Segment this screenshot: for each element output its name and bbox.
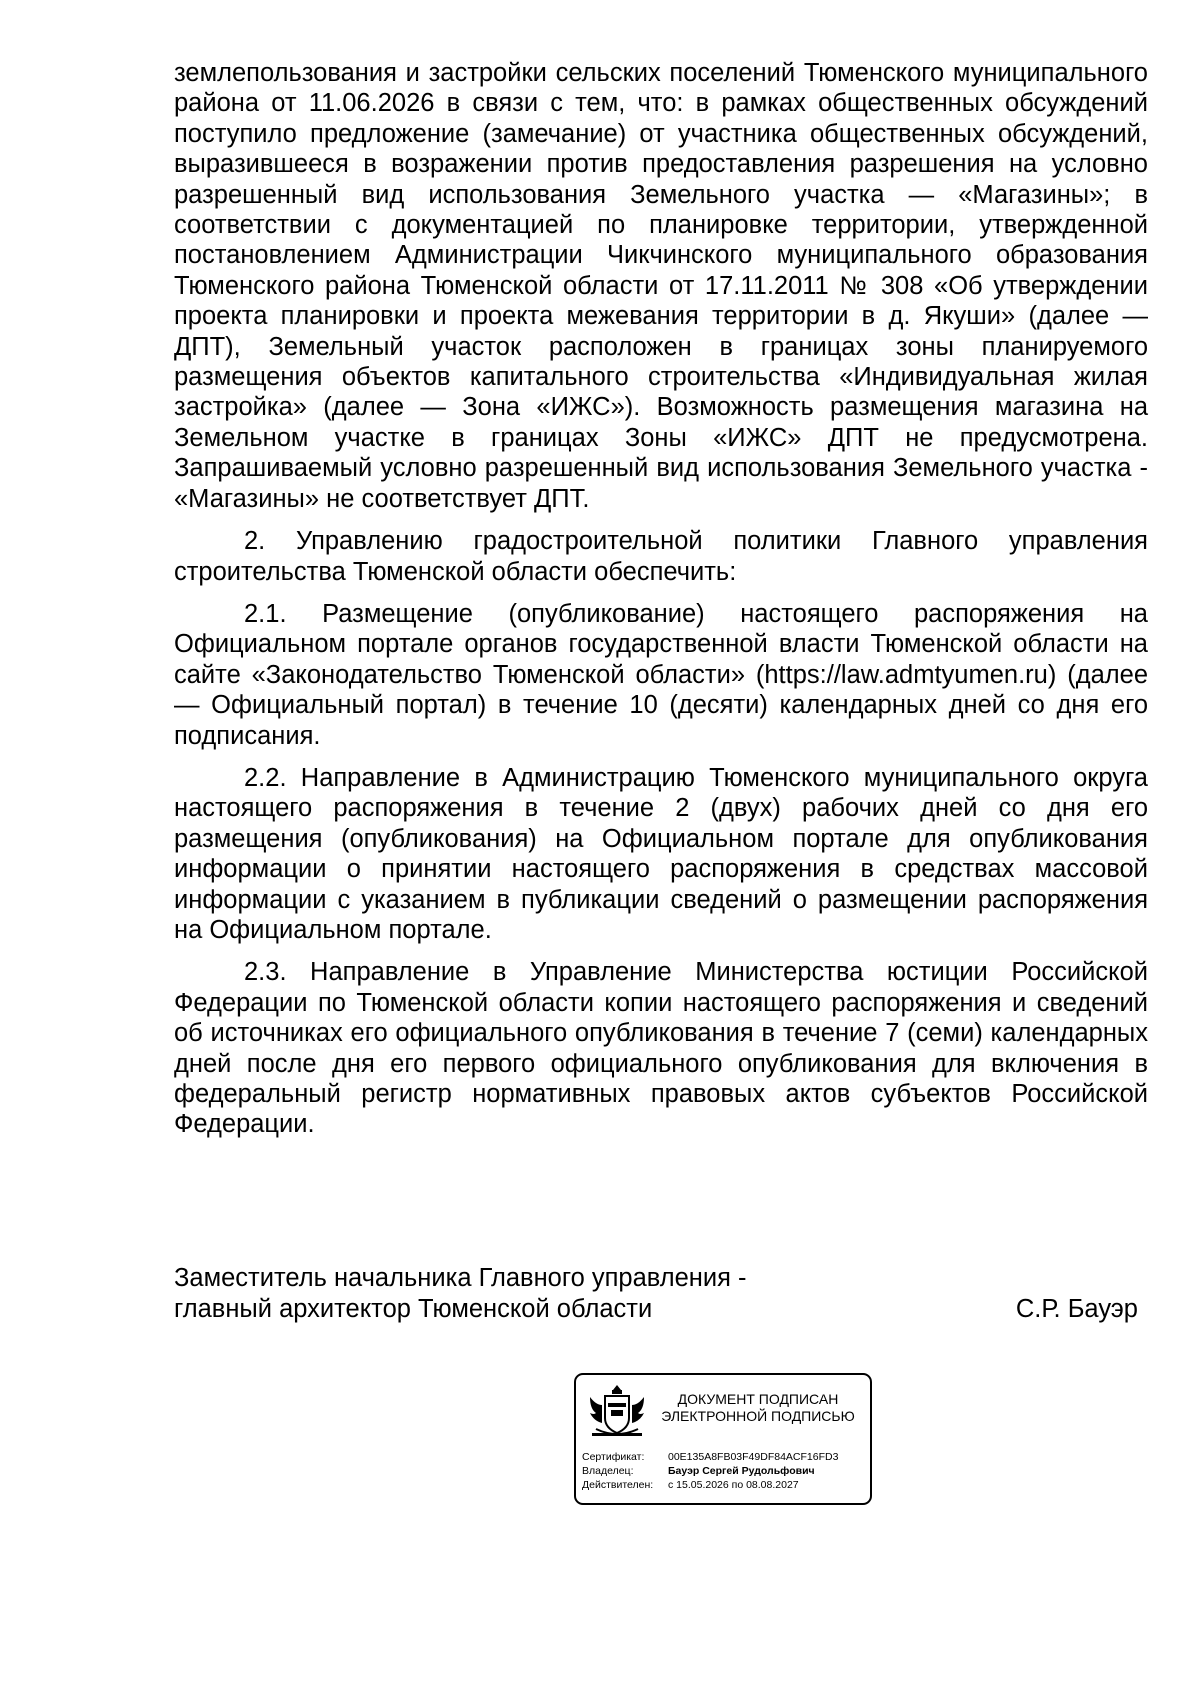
paragraph-item-2-2: 2.2. Направление в Администрацию Тюменского муниципального округа настоящего распоряжения в течение 2 (двух) рабочих дней со дня его размещения (опубликования) на Официальном портале для опубликования информации о принятии настоящего распоряжения в средствах массовой информации с указанием в публикации сведений о размещении распоряжения на Официальном портале.: [174, 763, 1148, 944]
signature-block: [174, 1263, 1148, 1325]
owner-label: Владелец:: [582, 1465, 634, 1477]
paragraph-item-2-1: 2.1. Размещение (опубликование) настоящего распоряжения на Официальном портале органов государственной власти Тюменской области на сайте «Законодательство Тюменской области» (https://law.admtyumen.ru) (далее — Официальный портал) в течение 10 (десяти) календарных дней со дня его подписания.: [174, 599, 1148, 750]
stamp-certificate-row: [582, 1451, 838, 1464]
signer-position-line1: Заместитель начальника Главного управления -: [174, 1264, 747, 1292]
validity-label: Действителен:: [582, 1479, 654, 1491]
validity-value: с 15.05.2026 по 08.08.2027: [668, 1479, 799, 1491]
certificate-value: 00E135A8FB03F49DF84ACF16FD3: [668, 1451, 839, 1463]
owner-value: Бауэр Сергей Рудольфович: [668, 1465, 815, 1477]
paragraph-continuation: землепользования и застройки сельских поселений Тюменского муниципального района от 11.06.2026 в связи с тем, что: в рамках общественных обсуждений поступило предложение (замечание) от участника общественных обсуждений, выразившееся в возражении против предоставления разрешения на условно разрешенный вид использования Земельного участка — «Магазины»; в соответствии с документацией по планировке территории, утвержденной постановлением Администрации Чикчинского муниципального образования Тюменского района Тюменской области от 17.11.2011 № 308 «Об утверждении проекта планировки и проекта межевания территории в д. Якуши» (далее — ДПТ), Земельный участок расположен в границах зоны планируемого размещения объектов капитального строительства «Индивидуальная жилая застройка» (далее — Зона «ИЖС»). Возможность размещения магазина на Земельном участке в границах Зоны «ИЖС» ДПТ не предусмотрена. Запрашиваемый условно разрешенный вид использования Земельного участка - «Магазины» не соответствует ДПТ.: [174, 59, 1148, 513]
stamp-validity-row: [582, 1479, 799, 1492]
signer-name: С.Р. Бауэр: [1015, 1295, 1138, 1323]
stamp-title-line1: ДОКУМЕНТ ПОДПИСАН: [677, 1391, 839, 1407]
signer-position-line2: главный архитектор Тюменской области: [174, 1295, 653, 1323]
stamp-title: [652, 1391, 864, 1425]
electronic-signature-stamp: [574, 1373, 872, 1505]
paragraph-item-2-3: 2.3. Направление в Управление Министерства юстиции Российской Федерации по Тюменской области копии настоящего распоряжения и сведений об источниках его официального опубликования в течение 7 (семи) календарных дней после дня его первого официального опубликования для включения в федеральный регистр нормативных правовых актов субъектов Российской Федерации.: [174, 958, 1148, 1139]
stamp-title-line2: ЭЛЕКТРОННОЙ ПОДПИСЬЮ: [661, 1408, 855, 1424]
paragraph-item-2: 2. Управлению градостроительной политики Главного управления строительства Тюменской области обеспечить:: [174, 527, 1148, 586]
stamp-owner-row: [582, 1465, 815, 1478]
certificate-label: Сертификат:: [582, 1451, 645, 1463]
tyumen-coat-of-arms-icon: [586, 1383, 648, 1439]
document-body: [174, 58, 1148, 1152]
